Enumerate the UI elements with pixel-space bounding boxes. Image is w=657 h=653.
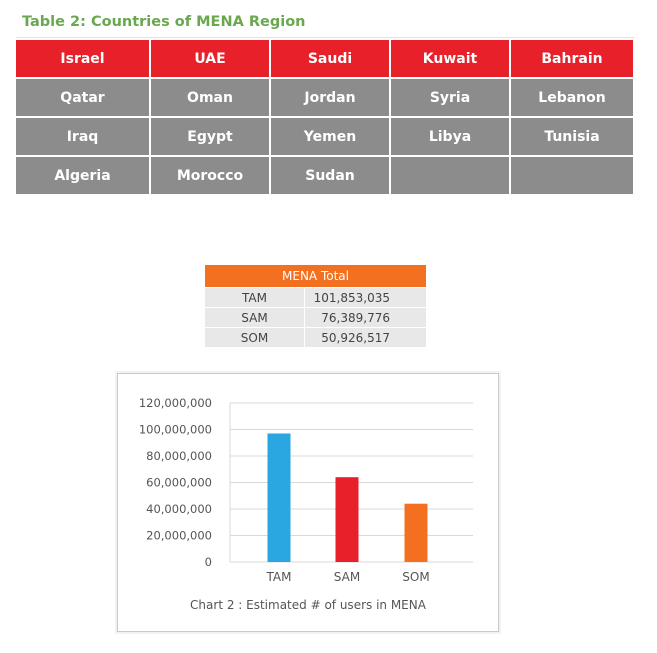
- summary-value: 76,389,776: [321, 310, 390, 325]
- country-cell: Algeria: [16, 157, 149, 194]
- users-bar-chart: [117, 373, 499, 632]
- y-tick-label: 80,000,000: [146, 449, 212, 463]
- bar-tam: [268, 433, 291, 562]
- y-tick-label: 120,000,000: [138, 396, 212, 410]
- country-cell: Morocco: [151, 157, 269, 194]
- country-cell: Oman: [151, 79, 269, 116]
- table-title: Table 2: Countries of MENA Region: [22, 14, 306, 30]
- country-cell: Kuwait: [391, 40, 509, 77]
- x-tick-label: SOM: [402, 570, 430, 584]
- mena-total-table: [205, 265, 426, 347]
- y-tick-label: 40,000,000: [146, 502, 212, 516]
- country-cell: Israel: [16, 40, 149, 77]
- country-cell: Jordan: [271, 79, 389, 116]
- country-cell: Lebanon: [511, 79, 633, 116]
- summary-label: SAM: [205, 308, 305, 327]
- country-cell: Tunisia: [511, 118, 633, 155]
- bar-sam: [336, 477, 359, 562]
- country-cell: Bahrain: [511, 40, 633, 77]
- country-cell: Syria: [391, 79, 509, 116]
- y-tick-label: 0: [204, 555, 212, 569]
- y-tick-label: 100,000,000: [138, 422, 212, 437]
- country-cell: Libya: [391, 118, 509, 155]
- bar-som: [405, 504, 428, 562]
- country-cell: Egypt: [151, 118, 269, 155]
- country-cell: Yemen: [271, 118, 389, 155]
- summary-row-som: [205, 328, 426, 347]
- y-tick-label: 60,000,000: [146, 475, 212, 490]
- x-tick-label: TAM: [266, 570, 292, 584]
- summary-label: SOM: [205, 328, 305, 347]
- chart-caption: Chart 2 : Estimated # of users in MENA: [190, 598, 426, 612]
- country-cell: Qatar: [16, 79, 149, 116]
- summary-label: TAM: [205, 288, 305, 307]
- summary-row-sam: [205, 308, 426, 327]
- country-cell: UAE: [151, 40, 269, 77]
- x-tick-label: SAM: [333, 570, 361, 584]
- summary-value: 101,853,035: [313, 290, 390, 305]
- country-cell: Sudan: [271, 157, 389, 194]
- summary-row-tam: [205, 288, 426, 307]
- countries-table: [16, 40, 633, 194]
- country-cell-empty: [391, 157, 509, 194]
- title-divider: [16, 37, 635, 38]
- country-cell: Iraq: [16, 118, 149, 155]
- chart-plot: [118, 374, 498, 631]
- mena-total-header: MENA Total: [205, 265, 426, 287]
- country-cell-empty: [511, 157, 633, 194]
- summary-value: 50,926,517: [321, 330, 390, 345]
- y-tick-label: 20,000,000: [146, 528, 212, 543]
- country-cell: Saudi: [271, 40, 389, 77]
